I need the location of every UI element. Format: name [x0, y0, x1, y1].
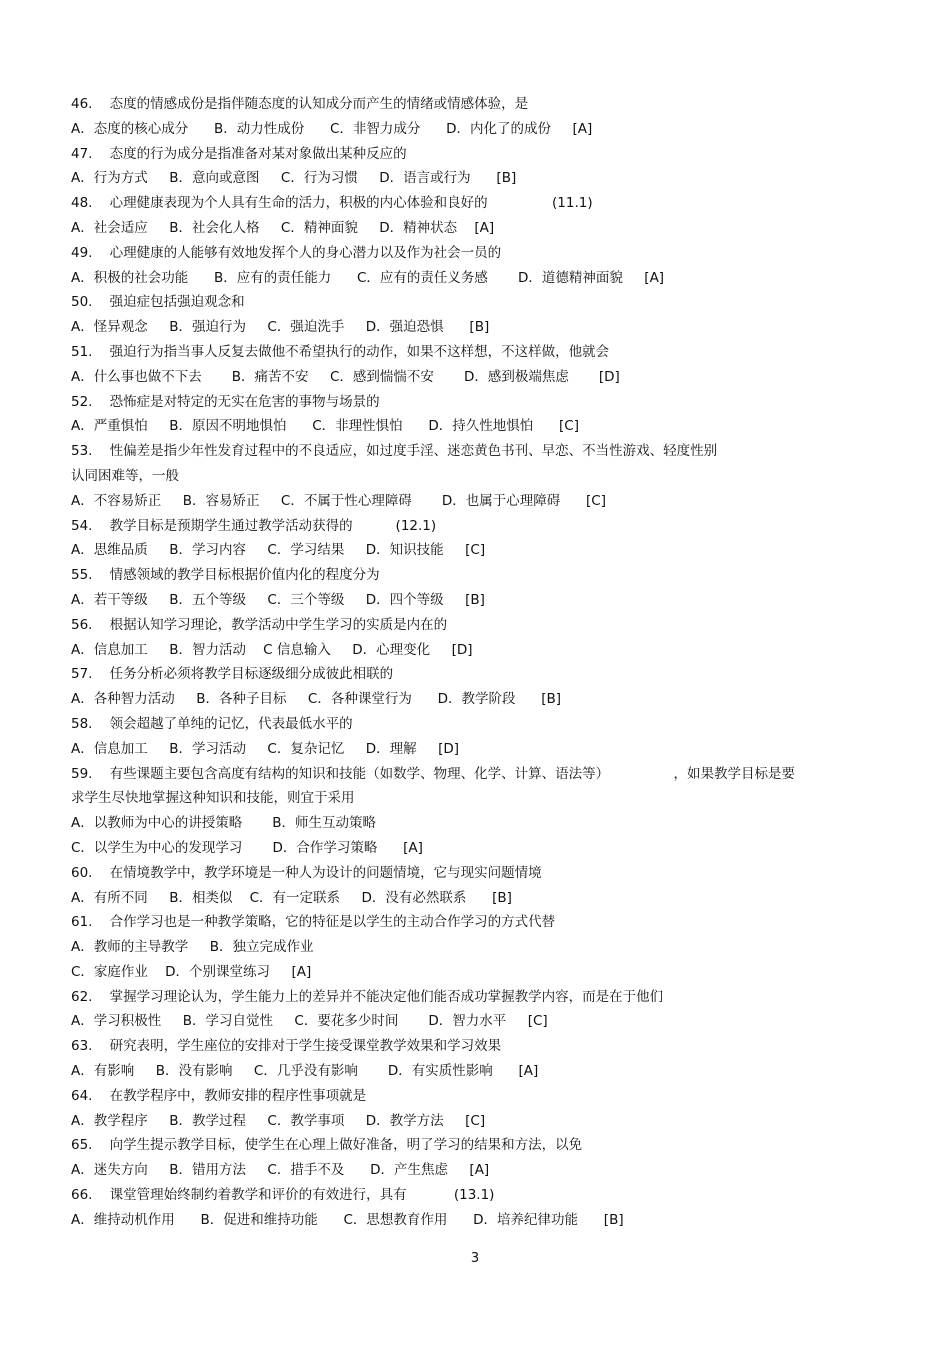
- page-number: 3: [470, 1251, 480, 1266]
- question-48-stem: 48. 心理健康表现为个人具有生命的活力，积极的内心体验和良好的 (11.1): [71, 195, 593, 212]
- question-61-options-ab: A．教师的主导教学 B．独立完成作业: [71, 939, 314, 956]
- question-60-stem: 60. 在情境教学中，教学环境是一种人为设计的问题情境，它与现实问题情境: [71, 864, 542, 881]
- question-63-stem: 63. 研究表明，学生座位的安排对于学生接受课堂教学效果和学习效果: [71, 1038, 502, 1055]
- question-59-options-cd: C．以学生为中心的发现学习 D．合作学习策略 [A]: [71, 839, 423, 856]
- question-62-options: A．学习积极性 B．学习自觉性 C．要花多少时间 D．智力水平 [C]: [71, 1013, 548, 1030]
- document-body: [71, 92, 871, 1233]
- question-47-options: A．行为方式 B．意向或意图 C．行为习惯 D．语言或行为 [B]: [71, 170, 517, 187]
- question-64-stem: 64. 在教学程序中，教师安排的程序性事项就是: [71, 1087, 367, 1104]
- question-53-stem-continued: 认同困难等，一般: [71, 467, 179, 484]
- question-51-options: A．什么事也做不下去 B．痛苦不安 C．感到惴惴不安 D．感到极端焦虑 [D]: [71, 368, 620, 385]
- question-59-stem-continued: 求学生尽快地掌握这种知识和技能，则宜于采用: [71, 790, 355, 807]
- question-55-options: A．若干等级 B．五个等级 C．三个等级 D．四个等级 [B]: [71, 591, 485, 608]
- question-53-stem: 53. 性偏差是指少年性发育过程中的不良适应，如过度手淫、迷恋黄色书刊、早恋、不当性游戏、轻度性别: [71, 443, 718, 460]
- question-46-options: A．态度的核心成分 B．动力性成份 C．非智力成分 D．内化了的成份 [A]: [71, 120, 593, 137]
- question-55-stem: 55. 情感领域的教学目标根据价值内化的程度分为: [71, 567, 380, 584]
- question-58-options: A．信息加工 B．学习活动 C．复杂记忆 D．理解 [D]: [71, 740, 460, 757]
- question-49-options: A．积极的社会功能 B．应有的责任能力 C．应有的责任义务感 D．道德精神面貌 [A]: [71, 269, 665, 286]
- question-56-options: A．信息加工 B．智力活动 C 信息输入 D．心理变化 [D]: [71, 641, 473, 658]
- question-51-stem: 51. 强迫行为指当事人反复去做他不希望执行的动作，如果不这样想，不这样做，他就会: [71, 343, 610, 360]
- question-48-options: A．社会适应 B．社会化人格 C．精神面貌 D．精神状态 [A]: [71, 219, 495, 236]
- question-65-stem: 65. 向学生提示教学目标，使学生在心理上做好准备，明了学习的结果和方法，以免: [71, 1137, 583, 1154]
- question-57-options: A．各种智力活动 B．各种子目标 C．各种课堂行为 D．教学阶段 [B]: [71, 691, 562, 708]
- question-66-options: A．维持动机作用 B．促进和维持功能 C．思想教育作用 D．培养纪律功能 [B]: [71, 1211, 624, 1228]
- question-52-stem: 52. 恐怖症是对特定的无实在危害的事物与场景的: [71, 393, 380, 410]
- question-63-options: A．有影响 B．没有影响 C．几乎没有影响 D．有实质性影响 [A]: [71, 1063, 539, 1080]
- question-50-options: A．怪异观念 B．强迫行为 C．强迫洗手 D．强迫恐惧 [B]: [71, 319, 490, 336]
- question-61-stem: 61. 合作学习也是一种教学策略，它的特征是以学生的主动合作学习的方式代替: [71, 914, 556, 931]
- question-53-options: A．不容易矫正 B．容易矫正 C．不属于性心理障碍 D．也属于心理障碍 [C]: [71, 492, 606, 509]
- question-60-options: A．有所不同 B．相类似 C．有一定联系 D．没有必然联系 [B]: [71, 889, 512, 906]
- question-59-options-ab: A．以教师为中心的讲授策略 B．师生互动策略: [71, 815, 377, 832]
- question-58-stem: 58. 领会超越了单纯的记忆，代表最低水平的: [71, 715, 353, 732]
- question-46-stem: 46. 态度的情感成份是指伴随态度的认知成分而产生的情绪或情感体验，是: [71, 96, 529, 112]
- question-54-stem: 54. 教学目标是预期学生通过教学活动获得的 (12.1): [71, 517, 437, 534]
- question-62-stem: 62. 掌握学习理论认为，学生能力上的差异并不能决定他们能否成功掌握教学内容，而是在于他们: [71, 988, 664, 1005]
- question-56-stem: 56. 根据认知学习理论，教学活动中学生学习的实质是内在的: [71, 616, 448, 633]
- question-64-options: A．教学程序 B．教学过程 C．教学事项 D．教学方法 [C]: [71, 1112, 486, 1129]
- question-65-options: A．迷失方向 B．错用方法 C．措手不及 D．产生焦虑 [A]: [71, 1162, 490, 1179]
- question-52-options: A．严重惧怕 B．原因不明地惧怕 C．非理性惧怕 D．持久性地惧怕 [C]: [71, 418, 579, 435]
- question-47-stem: 47. 态度的行为成分是指准备对某对象做出某种反应的: [71, 145, 407, 162]
- question-54-options: A．思维品质 B．学习内容 C．学习结果 D．知识技能 [C]: [71, 542, 486, 559]
- question-57-stem: 57. 任务分析必须将教学目标逐级细分成彼此相联的: [71, 666, 394, 683]
- question-66-stem: 66. 课堂管理始终制约着教学和评价的有效进行，具有 (13.1): [71, 1187, 495, 1204]
- question-61-options-cd: C．家庭作业 D．个别课堂练习 [A]: [71, 963, 312, 980]
- question-59-stem: 59. 有些课题主要包含高度有结构的知识和技能（如数学、物理、化学、计算、语法等） ，如果教学目标是要: [71, 765, 796, 782]
- question-50-stem: 50. 强迫症包括强迫观念和: [71, 294, 245, 311]
- question-49-stem: 49. 心理健康的人能够有效地发挥个人的身心潜力以及作为社会一员的: [71, 244, 502, 261]
